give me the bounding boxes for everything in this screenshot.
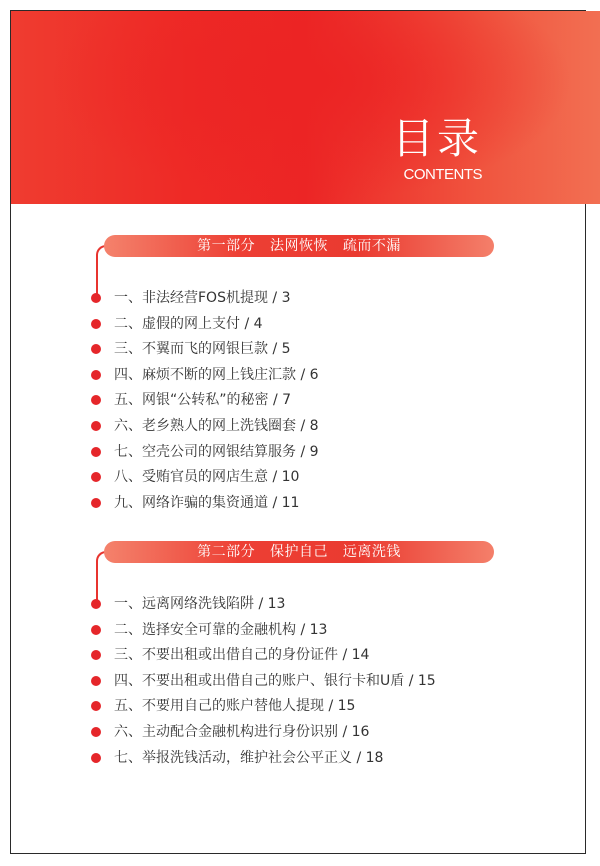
- page-subtitle: CONTENTS: [403, 166, 482, 183]
- bullet-dot-icon: [91, 395, 101, 405]
- bullet-dot-icon: [91, 676, 101, 686]
- toc-item[interactable]: [0, 643, 600, 669]
- toc-item[interactable]: [0, 669, 600, 695]
- toc-item[interactable]: [0, 491, 600, 517]
- toc-item[interactable]: [0, 618, 600, 644]
- toc-item-text: 五、网银“公转私”的秘密 / 7: [114, 392, 292, 409]
- bullet-dot-icon: [91, 727, 101, 737]
- toc-item-text: 八、受贿官员的网店生意 / 10: [114, 469, 300, 486]
- toc-item-text: 七、举报洗钱活动，维护社会公平正义 / 18: [114, 749, 384, 766]
- toc-item[interactable]: [0, 286, 600, 312]
- toc-item-text: 一、非法经营FOS机提现 / 3: [114, 290, 291, 306]
- toc-item[interactable]: [0, 337, 600, 363]
- bullet-dot-icon: [91, 319, 101, 329]
- toc-item[interactable]: [0, 312, 600, 338]
- toc-list-1: [0, 286, 600, 516]
- toc-item[interactable]: [0, 363, 600, 389]
- toc-item[interactable]: [0, 465, 600, 491]
- toc-item-text: 二、虚假的网上支付 / 4: [114, 315, 263, 332]
- toc-item-text: 七、空壳公司的网银结算服务 / 9: [114, 443, 319, 460]
- toc-item-text: 六、老乡熟人的网上洗钱圈套 / 8: [114, 417, 319, 434]
- toc-item-text: 三、不要出租或出借自己的身份证件 / 14: [114, 647, 370, 664]
- toc-item-text: 六、主动配合金融机构进行身份识别 / 16: [114, 723, 370, 740]
- section-heading-1: 第一部分 法网恢恢 疏而不漏: [104, 235, 494, 257]
- header-banner: [11, 11, 600, 204]
- bullet-dot-icon: [91, 370, 101, 380]
- bullet-dot-icon: [91, 293, 101, 303]
- page-title: 目录: [391, 114, 482, 163]
- toc-item[interactable]: [0, 414, 600, 440]
- toc-item-text: 一、远离网络洗钱陷阱 / 13: [114, 596, 286, 612]
- bullet-dot-icon: [91, 447, 101, 457]
- bullet-dot-icon: [91, 701, 101, 711]
- section-heading-2: 第二部分 保护自己 远离洗钱: [104, 541, 494, 563]
- toc-item-text: 四、不要出租或出借自己的账户、银行卡和U盾 / 15: [114, 672, 436, 689]
- bullet-dot-icon: [91, 498, 101, 508]
- toc-item-text: 三、不翼而飞的网银巨款 / 5: [114, 341, 291, 358]
- toc-item[interactable]: [0, 694, 600, 720]
- bullet-dot-icon: [91, 625, 101, 635]
- bullet-dot-icon: [91, 650, 101, 660]
- bullet-dot-icon: [91, 472, 101, 482]
- toc-item-text: 九、网络诈骗的集资通道 / 11: [114, 494, 300, 511]
- toc-item-text: 四、麻烦不断的网上钱庄汇款 / 6: [114, 366, 319, 383]
- toc-item[interactable]: [0, 746, 600, 772]
- bullet-dot-icon: [91, 753, 101, 763]
- bullet-dot-icon: [91, 421, 101, 431]
- toc-list-2: [0, 592, 600, 771]
- toc-item[interactable]: [0, 440, 600, 466]
- bullet-dot-icon: [91, 599, 101, 609]
- toc-item[interactable]: [0, 388, 600, 414]
- bullet-dot-icon: [91, 344, 101, 354]
- toc-item[interactable]: [0, 592, 600, 618]
- toc-item-text: 五、不要用自己的账户替他人提现 / 15: [114, 698, 356, 715]
- toc-item-text: 二、选择安全可靠的金融机构 / 13: [114, 621, 328, 638]
- toc-item[interactable]: [0, 720, 600, 746]
